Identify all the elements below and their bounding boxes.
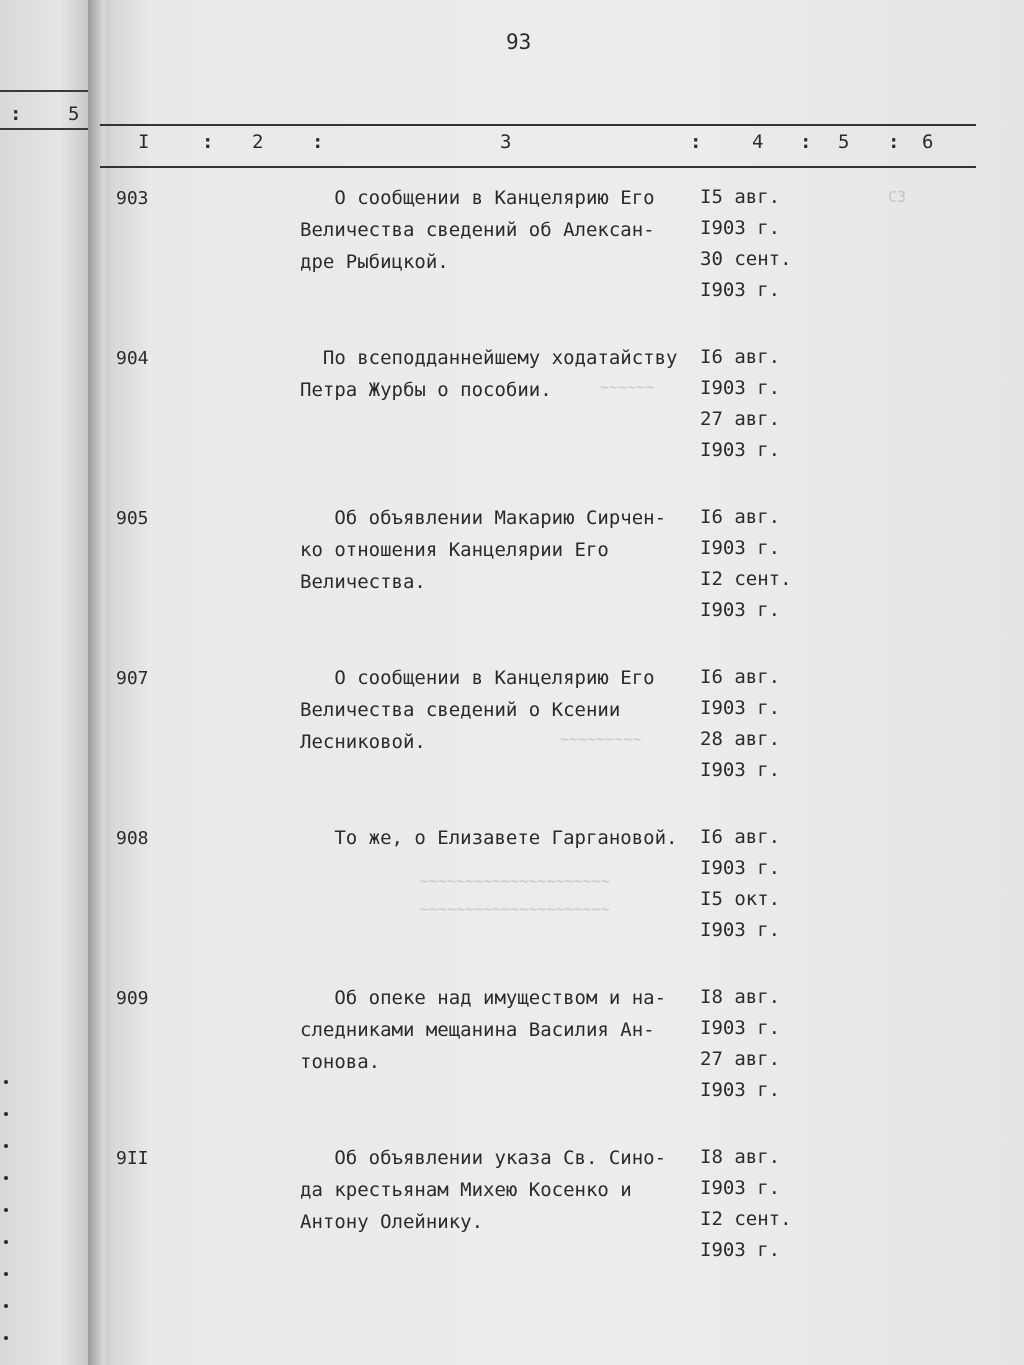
entry-date-line: I6 авг. xyxy=(700,666,781,688)
entry-text-line: Об объявлении Макарию Сирчен- xyxy=(300,507,667,529)
entry-text-line: Величества сведений об Алексан- xyxy=(300,219,655,241)
entry-text-line: тонова. xyxy=(300,1051,381,1073)
header-rule-top xyxy=(100,124,976,126)
facing-page-column-label: 5 xyxy=(68,103,80,125)
entry-date-line: I903 г. xyxy=(700,1079,781,1101)
binder-hole xyxy=(4,1144,8,1148)
bleed-through-mark: ~~~~~~~~~~~~~~~~~~~~~ xyxy=(420,872,610,890)
book-gutter xyxy=(88,0,110,1365)
entry-date-line: I903 г. xyxy=(700,1177,781,1199)
facing-page-rule-bottom xyxy=(0,128,96,130)
bleed-through-mark: ~~~~~~~~~ xyxy=(560,730,642,748)
entry-date-line: I8 авг. xyxy=(700,986,781,1008)
binder-hole xyxy=(4,1080,8,1084)
facing-page-rule-top xyxy=(0,90,96,92)
entry-text-line: То же, о Елизавете Гаргановой. xyxy=(300,827,678,849)
entry-dates xyxy=(700,822,780,946)
entry-number: 909 xyxy=(116,988,149,1009)
entry-text-line: следниками мещанина Василия Ан- xyxy=(300,1019,655,1041)
entry-description xyxy=(300,342,678,406)
entry-text-line: дре Рыбицкой. xyxy=(300,251,449,273)
column-header-5: 5 xyxy=(838,131,850,153)
entry-dates xyxy=(700,502,792,626)
bleed-through-mark: ~~~~~~ xyxy=(600,378,655,396)
entry-date-line: I903 г. xyxy=(700,279,781,301)
entry-dates xyxy=(700,1142,792,1266)
entry-dates xyxy=(700,342,780,466)
column-separator: : xyxy=(312,131,324,153)
entry-date-line: I5 окт. xyxy=(700,888,781,910)
binder-hole xyxy=(4,1112,8,1116)
column-header-3: 3 xyxy=(500,131,512,153)
entry-date-line: I903 г. xyxy=(700,217,781,239)
entry-text-line: По всеподданнейшему ходатайству xyxy=(300,347,678,369)
entry-date-line: 27 авг. xyxy=(700,1048,781,1070)
bleed-through-mark: C3 xyxy=(888,188,907,206)
entry-date-line: I2 сент. xyxy=(700,568,792,590)
column-header-6: 6 xyxy=(922,131,934,153)
entry-date-line: 28 авг. xyxy=(700,728,781,750)
entry-text-line: О сообщении в Канцелярию Его xyxy=(300,187,655,209)
entry-text-line: да крестьянам Михею Косенко и xyxy=(300,1179,632,1201)
entry-date-line: I6 авг. xyxy=(700,346,781,368)
entry-description xyxy=(300,502,666,598)
entry-text-line: Петра Журбы о пособии. xyxy=(300,379,552,401)
facing-page xyxy=(0,0,100,1365)
entry-date-line: I903 г. xyxy=(700,599,781,621)
entry-date-line: I903 г. xyxy=(700,857,781,879)
entry-number: 9II xyxy=(116,1148,149,1169)
binder-hole xyxy=(4,1208,8,1212)
entry-text-line: Величества сведений о Ксении xyxy=(300,699,621,721)
bleed-through-mark: ~~~~~~~~~~~~~~~~~~~~~ xyxy=(420,900,610,918)
column-separator: : xyxy=(800,131,812,153)
entry-date-line: 30 сент. xyxy=(700,248,792,270)
entry-date-line: I903 г. xyxy=(700,1239,781,1261)
entry-description xyxy=(300,662,655,758)
entry-date-line: I6 авг. xyxy=(700,826,781,848)
entry-date-line: I903 г. xyxy=(700,1017,781,1039)
entry-date-line: I903 г. xyxy=(700,439,781,461)
entry-date-line: I903 г. xyxy=(700,537,781,559)
column-separator: : xyxy=(690,131,702,153)
column-header-1: I xyxy=(138,131,150,153)
column-separator: : xyxy=(888,131,900,153)
entry-description xyxy=(300,1142,666,1238)
entry-date-line: I903 г. xyxy=(700,697,781,719)
entry-dates xyxy=(700,182,792,306)
column-header-4: 4 xyxy=(752,131,764,153)
entry-description xyxy=(300,182,655,278)
entry-number: 903 xyxy=(116,188,149,209)
entry-text-line: Об опеке над имуществом и на- xyxy=(300,987,667,1009)
entry-description xyxy=(300,982,666,1078)
entry-text-line: Лесниковой. xyxy=(300,731,426,753)
entry-date-line: I8 авг. xyxy=(700,1146,781,1168)
entry-date-line: I903 г. xyxy=(700,377,781,399)
entry-number: 905 xyxy=(116,508,149,529)
entry-date-line: I903 г. xyxy=(700,919,781,941)
entry-number: 907 xyxy=(116,668,149,689)
entry-text-line: ко отношения Канцелярии Его xyxy=(300,539,609,561)
entry-dates xyxy=(700,982,780,1106)
column-header-2: 2 xyxy=(252,131,264,153)
entry-dates xyxy=(700,662,780,786)
binder-hole xyxy=(4,1272,8,1276)
entry-number: 904 xyxy=(116,348,149,369)
entry-text-line: О сообщении в Канцелярию Его xyxy=(300,667,655,689)
binder-hole xyxy=(4,1240,8,1244)
column-separator: : xyxy=(202,131,214,153)
entry-date-line: I903 г. xyxy=(700,759,781,781)
entry-text-line: Антону Олейнику. xyxy=(300,1211,484,1233)
entry-description xyxy=(300,822,678,854)
entry-date-line: I2 сент. xyxy=(700,1208,792,1230)
binder-hole xyxy=(4,1304,8,1308)
facing-page-separator: : xyxy=(10,103,22,125)
binder-hole xyxy=(4,1336,8,1340)
entry-text-line: Об объявлении указа Св. Сино- xyxy=(300,1147,667,1169)
header-rule-bottom xyxy=(100,166,976,168)
entry-number: 908 xyxy=(116,828,149,849)
entry-date-line: I6 авг. xyxy=(700,506,781,528)
binder-hole xyxy=(4,1176,8,1180)
entry-text-line: Величества. xyxy=(300,571,426,593)
entry-date-line: I5 авг. xyxy=(700,186,781,208)
page-number: 93 xyxy=(506,30,532,54)
entry-date-line: 27 авг. xyxy=(700,408,781,430)
